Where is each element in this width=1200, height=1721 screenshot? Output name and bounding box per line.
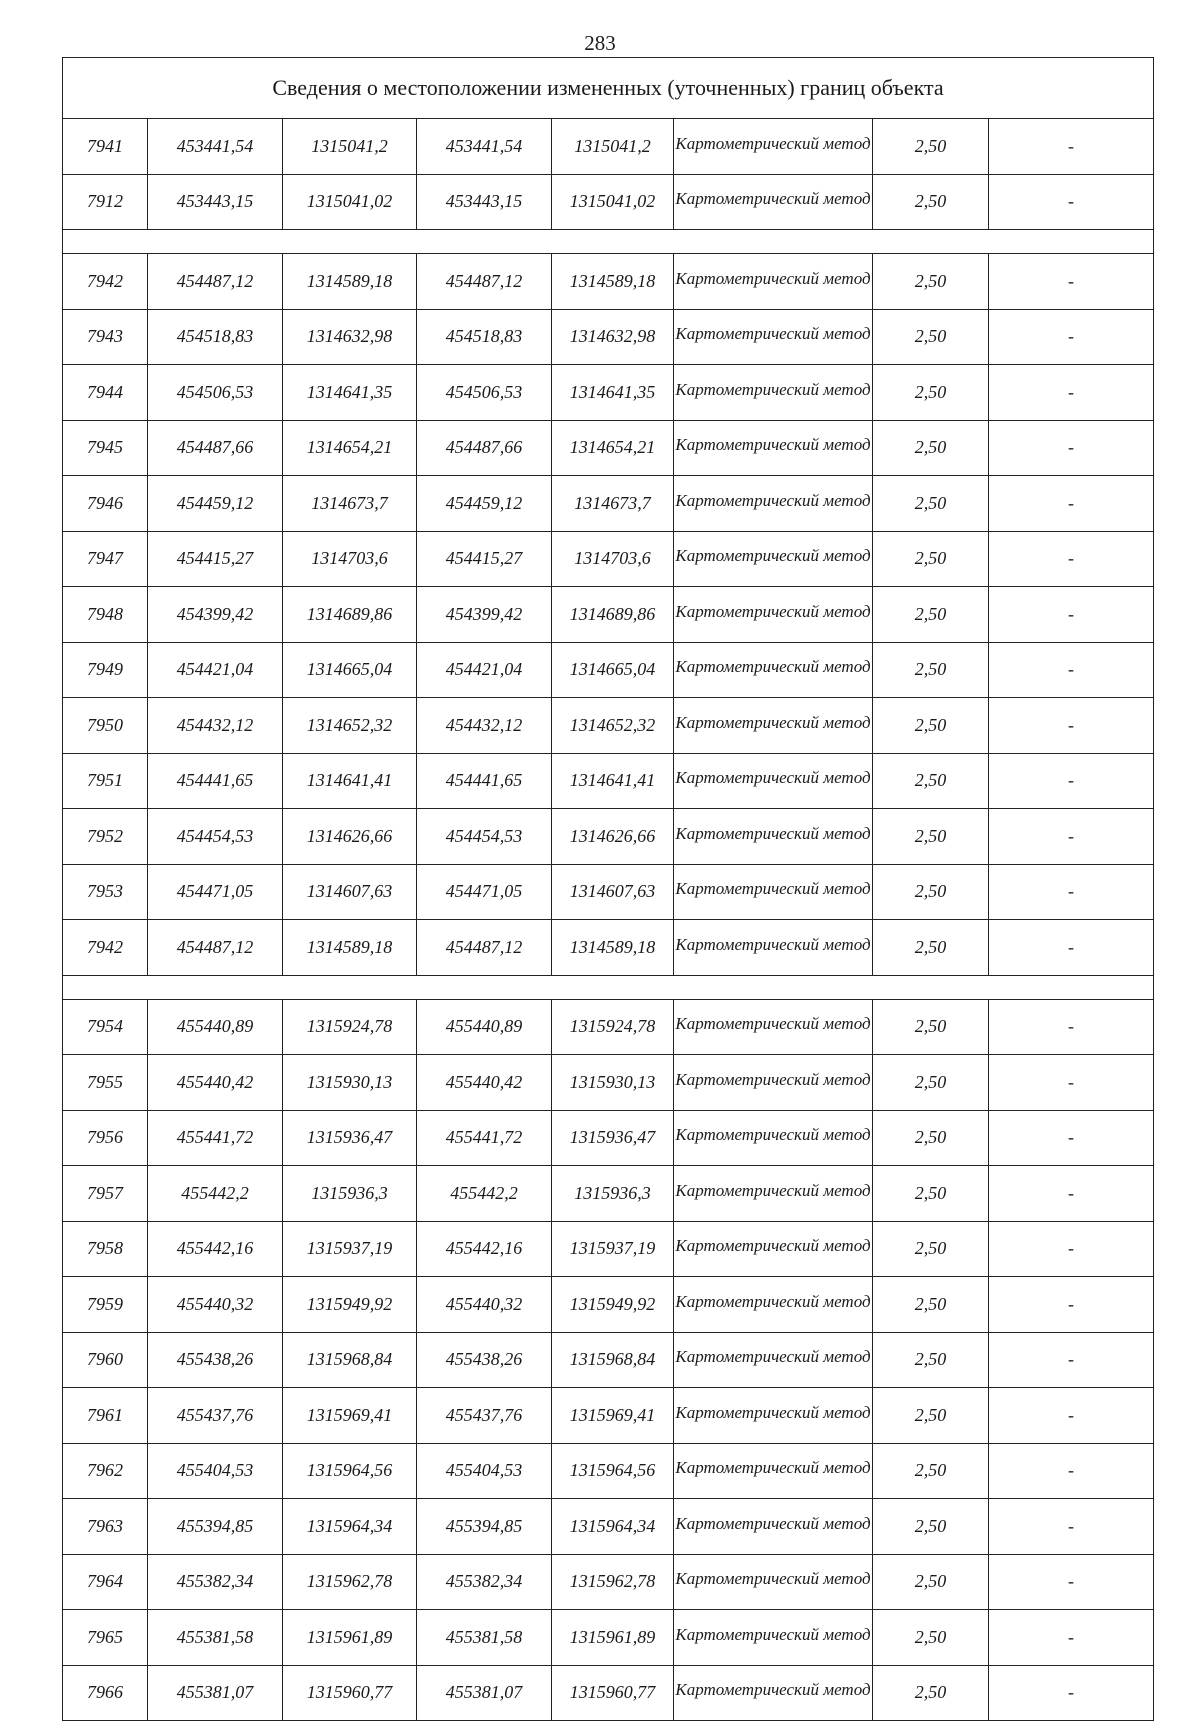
- cell-point-number: 7950: [63, 698, 148, 754]
- cell-x-old: 455440,42: [148, 1055, 283, 1111]
- cell-accuracy: 2,50: [873, 1221, 989, 1277]
- table-row: [63, 254, 1154, 310]
- cell-method: Картометрический метод: [674, 809, 873, 865]
- cell-point-number: 7957: [63, 1166, 148, 1222]
- cell-y-new: 1315964,56: [552, 1443, 674, 1499]
- cell-point-number: 7952: [63, 809, 148, 865]
- cell-description: -: [989, 1610, 1154, 1666]
- cell-y-old: 1314632,98: [283, 309, 417, 365]
- cell-accuracy: 2,50: [873, 642, 989, 698]
- cell-accuracy: 2,50: [873, 1332, 989, 1388]
- cell-x-new: 454518,83: [417, 309, 552, 365]
- cell-method: Картометрический метод: [674, 365, 873, 421]
- cell-accuracy: 2,50: [873, 420, 989, 476]
- table-row: [63, 309, 1154, 365]
- cell-y-new: 1314641,35: [552, 365, 674, 421]
- cell-description: -: [989, 420, 1154, 476]
- group-separator-cell: [63, 230, 1154, 254]
- cell-accuracy: 2,50: [873, 587, 989, 643]
- coordinates-table-wrapper: [62, 57, 1154, 1721]
- cell-y-new: 1314607,63: [552, 864, 674, 920]
- cell-y-old: 1315930,13: [283, 1055, 417, 1111]
- cell-y-old: 1315960,77: [283, 1665, 417, 1721]
- cell-method: Картометрический метод: [674, 698, 873, 754]
- cell-y-old: 1314589,18: [283, 254, 417, 310]
- cell-y-old: 1314589,18: [283, 920, 417, 976]
- cell-method: Картометрический метод: [674, 1499, 873, 1555]
- cell-accuracy: 2,50: [873, 1110, 989, 1166]
- cell-y-old: 1315961,89: [283, 1610, 417, 1666]
- cell-y-new: 1315937,19: [552, 1221, 674, 1277]
- cell-y-old: 1315964,56: [283, 1443, 417, 1499]
- cell-method: Картометрический метод: [674, 476, 873, 532]
- cell-y-new: 1315964,34: [552, 1499, 674, 1555]
- table-row: [63, 753, 1154, 809]
- cell-x-new: 454415,27: [417, 531, 552, 587]
- cell-y-new: 1315924,78: [552, 999, 674, 1055]
- cell-y-old: 1314703,6: [283, 531, 417, 587]
- table-row: [63, 531, 1154, 587]
- cell-x-new: 455394,85: [417, 1499, 552, 1555]
- cell-method: Картометрический метод: [674, 1055, 873, 1111]
- cell-point-number: 7946: [63, 476, 148, 532]
- cell-method: Картометрический метод: [674, 587, 873, 643]
- cell-method: Картометрический метод: [674, 420, 873, 476]
- cell-accuracy: 2,50: [873, 698, 989, 754]
- cell-y-new: 1315936,47: [552, 1110, 674, 1166]
- cell-method: Картометрический метод: [674, 1110, 873, 1166]
- cell-description: -: [989, 753, 1154, 809]
- cell-x-new: 455440,89: [417, 999, 552, 1055]
- cell-point-number: 7948: [63, 587, 148, 643]
- cell-x-old: 454421,04: [148, 642, 283, 698]
- cell-x-old: 455404,53: [148, 1443, 283, 1499]
- cell-x-old: 454454,53: [148, 809, 283, 865]
- cell-point-number: 7947: [63, 531, 148, 587]
- cell-x-new: 454487,12: [417, 920, 552, 976]
- cell-y-new: 1315936,3: [552, 1166, 674, 1222]
- cell-point-number: 7960: [63, 1332, 148, 1388]
- cell-method: Картометрический метод: [674, 1665, 873, 1721]
- cell-x-old: 454518,83: [148, 309, 283, 365]
- cell-method: Картометрический метод: [674, 119, 873, 175]
- table-row: [63, 1499, 1154, 1555]
- cell-y-new: 1314652,32: [552, 698, 674, 754]
- cell-method: Картометрический метод: [674, 999, 873, 1055]
- cell-y-old: 1314641,35: [283, 365, 417, 421]
- cell-accuracy: 2,50: [873, 1055, 989, 1111]
- table-row: [63, 365, 1154, 421]
- cell-accuracy: 2,50: [873, 531, 989, 587]
- cell-y-new: 1314589,18: [552, 920, 674, 976]
- cell-point-number: 7954: [63, 999, 148, 1055]
- cell-accuracy: 2,50: [873, 174, 989, 230]
- cell-point-number: 7961: [63, 1388, 148, 1444]
- cell-description: -: [989, 1665, 1154, 1721]
- table-row: [63, 1277, 1154, 1333]
- cell-method: Картометрический метод: [674, 1332, 873, 1388]
- cell-y-old: 1314654,21: [283, 420, 417, 476]
- cell-y-new: 1314641,41: [552, 753, 674, 809]
- cell-description: -: [989, 531, 1154, 587]
- cell-accuracy: 2,50: [873, 1665, 989, 1721]
- cell-method: Картометрический метод: [674, 1221, 873, 1277]
- cell-x-old: 455381,07: [148, 1665, 283, 1721]
- cell-description: -: [989, 1388, 1154, 1444]
- cell-y-new: 1315960,77: [552, 1665, 674, 1721]
- cell-x-old: 455440,89: [148, 999, 283, 1055]
- cell-method: Картометрический метод: [674, 174, 873, 230]
- cell-point-number: 7959: [63, 1277, 148, 1333]
- cell-accuracy: 2,50: [873, 119, 989, 175]
- table-row: [63, 920, 1154, 976]
- cell-y-old: 1314641,41: [283, 753, 417, 809]
- cell-y-new: 1315949,92: [552, 1277, 674, 1333]
- cell-x-old: 453443,15: [148, 174, 283, 230]
- cell-method: Картометрический метод: [674, 1554, 873, 1610]
- cell-description: -: [989, 698, 1154, 754]
- cell-accuracy: 2,50: [873, 1166, 989, 1222]
- cell-x-old: 454487,66: [148, 420, 283, 476]
- cell-y-old: 1315937,19: [283, 1221, 417, 1277]
- cell-point-number: 7953: [63, 864, 148, 920]
- cell-y-old: 1315936,47: [283, 1110, 417, 1166]
- table-row: [63, 1554, 1154, 1610]
- cell-y-old: 1315041,2: [283, 119, 417, 175]
- cell-y-old: 1314665,04: [283, 642, 417, 698]
- table-row: [63, 1610, 1154, 1666]
- cell-x-old: 454441,65: [148, 753, 283, 809]
- cell-description: -: [989, 999, 1154, 1055]
- cell-x-new: 454454,53: [417, 809, 552, 865]
- cell-y-new: 1315930,13: [552, 1055, 674, 1111]
- cell-method: Картометрический метод: [674, 309, 873, 365]
- cell-point-number: 7942: [63, 920, 148, 976]
- cell-y-new: 1314654,21: [552, 420, 674, 476]
- cell-description: -: [989, 1443, 1154, 1499]
- table-row: [63, 174, 1154, 230]
- cell-x-old: 455442,16: [148, 1221, 283, 1277]
- cell-x-old: 455381,58: [148, 1610, 283, 1666]
- cell-point-number: 7965: [63, 1610, 148, 1666]
- cell-accuracy: 2,50: [873, 753, 989, 809]
- cell-description: -: [989, 642, 1154, 698]
- cell-x-new: 454471,05: [417, 864, 552, 920]
- cell-method: Картометрический метод: [674, 1388, 873, 1444]
- cell-x-old: 454506,53: [148, 365, 283, 421]
- cell-y-new: 1315968,84: [552, 1332, 674, 1388]
- cell-accuracy: 2,50: [873, 999, 989, 1055]
- table-title: Сведения о местоположении измененных (уточненных) границ объекта: [63, 58, 1154, 119]
- cell-y-new: 1315961,89: [552, 1610, 674, 1666]
- cell-point-number: 7966: [63, 1665, 148, 1721]
- cell-method: Картометрический метод: [674, 864, 873, 920]
- cell-x-old: 454487,12: [148, 920, 283, 976]
- cell-y-old: 1315969,41: [283, 1388, 417, 1444]
- cell-x-old: 454432,12: [148, 698, 283, 754]
- cell-description: -: [989, 1332, 1154, 1388]
- cell-point-number: 7964: [63, 1554, 148, 1610]
- cell-x-new: 455437,76: [417, 1388, 552, 1444]
- cell-x-new: 455441,72: [417, 1110, 552, 1166]
- cell-method: Картометрический метод: [674, 1443, 873, 1499]
- cell-x-new: 454459,12: [417, 476, 552, 532]
- cell-x-old: 455441,72: [148, 1110, 283, 1166]
- cell-y-new: 1314626,66: [552, 809, 674, 865]
- cell-y-old: 1314652,32: [283, 698, 417, 754]
- table-row: [63, 809, 1154, 865]
- cell-y-new: 1315969,41: [552, 1388, 674, 1444]
- cell-y-new: 1314689,86: [552, 587, 674, 643]
- cell-x-new: 455442,2: [417, 1166, 552, 1222]
- table-row: [63, 119, 1154, 175]
- cell-description: -: [989, 920, 1154, 976]
- cell-accuracy: 2,50: [873, 1554, 989, 1610]
- cell-method: Картометрический метод: [674, 1610, 873, 1666]
- cell-accuracy: 2,50: [873, 1499, 989, 1555]
- cell-x-old: 454487,12: [148, 254, 283, 310]
- cell-y-old: 1315964,34: [283, 1499, 417, 1555]
- cell-x-new: 455404,53: [417, 1443, 552, 1499]
- cell-description: -: [989, 174, 1154, 230]
- cell-y-old: 1315936,3: [283, 1166, 417, 1222]
- cell-y-old: 1314689,86: [283, 587, 417, 643]
- cell-accuracy: 2,50: [873, 809, 989, 865]
- cell-x-old: 453441,54: [148, 119, 283, 175]
- cell-accuracy: 2,50: [873, 1277, 989, 1333]
- page-number: 283: [584, 31, 616, 55]
- cell-method: Картометрический метод: [674, 531, 873, 587]
- cell-y-new: 1315041,02: [552, 174, 674, 230]
- cell-x-old: 454399,42: [148, 587, 283, 643]
- cell-point-number: 7962: [63, 1443, 148, 1499]
- cell-method: Картометрический метод: [674, 1277, 873, 1333]
- cell-x-new: 453443,15: [417, 174, 552, 230]
- cell-x-old: 454471,05: [148, 864, 283, 920]
- cell-x-new: 455438,26: [417, 1332, 552, 1388]
- cell-description: -: [989, 119, 1154, 175]
- cell-x-old: 454415,27: [148, 531, 283, 587]
- cell-point-number: 7949: [63, 642, 148, 698]
- cell-x-new: 455381,07: [417, 1665, 552, 1721]
- table-row: [63, 864, 1154, 920]
- cell-description: -: [989, 587, 1154, 643]
- cell-description: -: [989, 864, 1154, 920]
- cell-x-new: 454487,12: [417, 254, 552, 310]
- cell-x-old: 455394,85: [148, 1499, 283, 1555]
- cell-point-number: 7942: [63, 254, 148, 310]
- cell-y-new: 1314673,7: [552, 476, 674, 532]
- cell-method: Картометрический метод: [674, 920, 873, 976]
- cell-x-old: 455438,26: [148, 1332, 283, 1388]
- cell-description: -: [989, 1110, 1154, 1166]
- cell-point-number: 7912: [63, 174, 148, 230]
- cell-point-number: 7956: [63, 1110, 148, 1166]
- cell-point-number: 7941: [63, 119, 148, 175]
- table-row: [63, 1221, 1154, 1277]
- table-row: [63, 642, 1154, 698]
- cell-y-new: 1314589,18: [552, 254, 674, 310]
- table-row: [63, 999, 1154, 1055]
- cell-description: -: [989, 254, 1154, 310]
- coordinates-table: [62, 57, 1154, 1721]
- cell-y-new: 1315962,78: [552, 1554, 674, 1610]
- cell-y-new: 1314703,6: [552, 531, 674, 587]
- table-row: [63, 1388, 1154, 1444]
- cell-description: -: [989, 1554, 1154, 1610]
- group-separator-row: [63, 975, 1154, 999]
- table-row: [63, 587, 1154, 643]
- cell-y-old: 1314607,63: [283, 864, 417, 920]
- cell-description: -: [989, 1499, 1154, 1555]
- table-row: [63, 420, 1154, 476]
- cell-x-new: 455382,34: [417, 1554, 552, 1610]
- cell-point-number: 7943: [63, 309, 148, 365]
- cell-y-old: 1314673,7: [283, 476, 417, 532]
- table-row: [63, 1166, 1154, 1222]
- cell-point-number: 7944: [63, 365, 148, 421]
- cell-method: Картометрический метод: [674, 254, 873, 310]
- cell-y-new: 1314632,98: [552, 309, 674, 365]
- cell-x-old: 455440,32: [148, 1277, 283, 1333]
- cell-y-old: 1315041,02: [283, 174, 417, 230]
- group-separator-row: [63, 230, 1154, 254]
- cell-description: -: [989, 809, 1154, 865]
- group-separator-cell: [63, 975, 1154, 999]
- cell-method: Картометрический метод: [674, 1166, 873, 1222]
- cell-x-new: 455440,42: [417, 1055, 552, 1111]
- cell-point-number: 7945: [63, 420, 148, 476]
- cell-description: -: [989, 476, 1154, 532]
- cell-accuracy: 2,50: [873, 254, 989, 310]
- cell-description: -: [989, 1055, 1154, 1111]
- cell-x-new: 454421,04: [417, 642, 552, 698]
- cell-point-number: 7951: [63, 753, 148, 809]
- cell-accuracy: 2,50: [873, 1610, 989, 1666]
- table-row: [63, 1110, 1154, 1166]
- table-row: [63, 1665, 1154, 1721]
- cell-x-new: 455442,16: [417, 1221, 552, 1277]
- cell-y-old: 1315949,92: [283, 1277, 417, 1333]
- cell-x-old: 455442,2: [148, 1166, 283, 1222]
- cell-x-new: 454432,12: [417, 698, 552, 754]
- cell-x-old: 455437,76: [148, 1388, 283, 1444]
- table-row: [63, 1055, 1154, 1111]
- cell-y-old: 1315924,78: [283, 999, 417, 1055]
- cell-x-new: 454506,53: [417, 365, 552, 421]
- cell-x-new: 455381,58: [417, 1610, 552, 1666]
- cell-y-old: 1315968,84: [283, 1332, 417, 1388]
- cell-point-number: 7958: [63, 1221, 148, 1277]
- cell-accuracy: 2,50: [873, 864, 989, 920]
- cell-x-new: 453441,54: [417, 119, 552, 175]
- cell-accuracy: 2,50: [873, 1443, 989, 1499]
- table-row: [63, 698, 1154, 754]
- cell-method: Картометрический метод: [674, 753, 873, 809]
- table-row: [63, 1443, 1154, 1499]
- cell-x-new: 454399,42: [417, 587, 552, 643]
- cell-y-old: 1315962,78: [283, 1554, 417, 1610]
- cell-y-old: 1314626,66: [283, 809, 417, 865]
- cell-accuracy: 2,50: [873, 476, 989, 532]
- cell-point-number: 7963: [63, 1499, 148, 1555]
- cell-accuracy: 2,50: [873, 1388, 989, 1444]
- cell-description: -: [989, 1166, 1154, 1222]
- table-row: [63, 476, 1154, 532]
- cell-description: -: [989, 1277, 1154, 1333]
- cell-accuracy: 2,50: [873, 365, 989, 421]
- cell-description: -: [989, 309, 1154, 365]
- cell-accuracy: 2,50: [873, 309, 989, 365]
- table-row: [63, 1332, 1154, 1388]
- cell-x-old: 454459,12: [148, 476, 283, 532]
- cell-x-new: 454487,66: [417, 420, 552, 476]
- cell-x-old: 455382,34: [148, 1554, 283, 1610]
- cell-y-new: 1314665,04: [552, 642, 674, 698]
- cell-accuracy: 2,50: [873, 920, 989, 976]
- cell-description: -: [989, 1221, 1154, 1277]
- cell-x-new: 455440,32: [417, 1277, 552, 1333]
- cell-method: Картометрический метод: [674, 642, 873, 698]
- cell-x-new: 454441,65: [417, 753, 552, 809]
- cell-y-new: 1315041,2: [552, 119, 674, 175]
- cell-point-number: 7955: [63, 1055, 148, 1111]
- cell-description: -: [989, 365, 1154, 421]
